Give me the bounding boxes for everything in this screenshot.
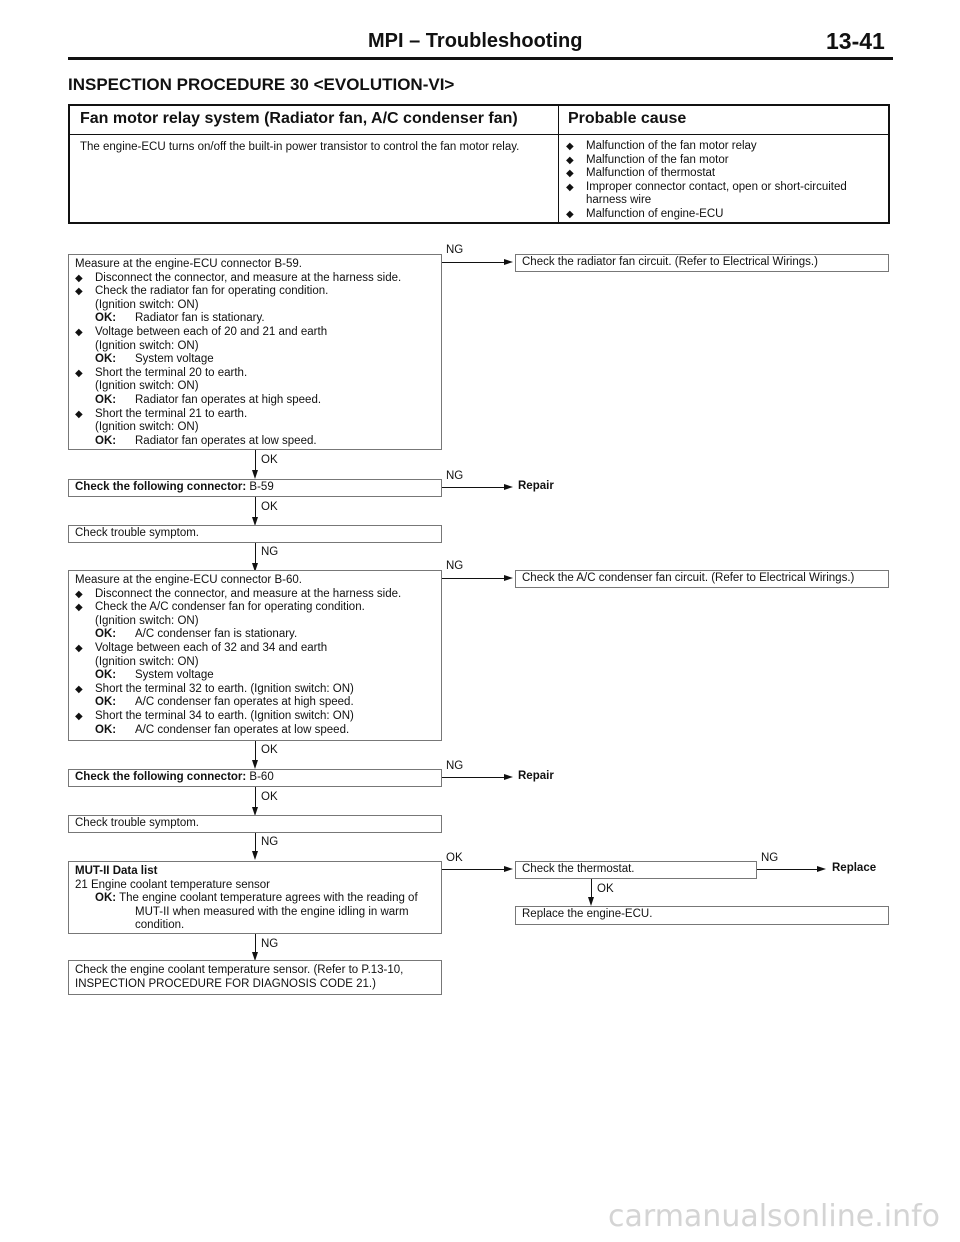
step1-ng-result: Check the radiator fan circuit. (Refer to Electrical Wirings.) <box>515 254 889 272</box>
ng-label: NG <box>446 560 464 572</box>
step7-line: 21 Engine coolant temperature sensor <box>75 878 270 891</box>
arrow-right-icon <box>504 575 513 581</box>
step2-ng-result: Repair <box>518 480 554 492</box>
arrow-right-icon <box>817 866 826 872</box>
arrow-down-icon <box>252 851 258 860</box>
step7-ok-line <box>75 892 435 933</box>
step1-condition: (Ignition switch: ON) <box>95 339 199 352</box>
thermostat-box: Check the thermostat. <box>515 861 757 879</box>
cause-item: ◆ Malfunction of the fan motor relay <box>566 140 884 154</box>
ng-label: NG <box>261 546 279 558</box>
cause-item: ◆ Malfunction of thermostat <box>566 167 884 181</box>
ok-text: Radiator fan is stationary. <box>135 312 265 325</box>
ok-text: Radiator fan operates at low speed. <box>135 434 317 447</box>
step3-box: Check trouble symptom. <box>68 525 442 543</box>
step1-condition: (Ignition switch: ON) <box>95 298 199 311</box>
step5-ng-result: Repair <box>518 770 554 782</box>
page-header-title: MPI – Troubleshooting <box>368 30 583 52</box>
ng-label: NG <box>446 244 464 256</box>
step4-bullet: ◆ Check the A/C condenser fan for operating condition. <box>75 601 435 615</box>
ok-label: OK <box>261 454 278 466</box>
ng-connector <box>442 777 506 778</box>
ok-label: OK: <box>95 696 117 709</box>
ng-connector <box>442 262 506 263</box>
table-divider <box>558 106 559 222</box>
ok-label: OK: <box>95 669 117 682</box>
system-description: The engine-ECU turns on/off the built-in power transistor to control the fan motor relay. <box>80 141 520 153</box>
step5-text: B-60 <box>246 771 274 783</box>
ng-connector <box>757 869 819 870</box>
procedure-title: INSPECTION PROCEDURE 30 <EVOLUTION-VI> <box>68 75 455 94</box>
step1-ok-line <box>75 353 435 367</box>
ok-text: System voltage <box>135 669 214 682</box>
step1-bullet: ◆ Check the radiator fan for operating condition. <box>75 285 435 299</box>
arrow-right-icon <box>504 259 513 265</box>
ng-connector <box>442 487 506 488</box>
ok-connector <box>255 450 256 472</box>
ok-label: OK: <box>95 434 117 447</box>
arrow-down-icon <box>252 470 258 479</box>
table-header-cause: Probable cause <box>568 110 687 127</box>
step1-bullet: ◆ Short the terminal 20 to earth. <box>75 367 435 381</box>
step4-box <box>68 570 442 741</box>
step4-ok-line <box>75 696 435 710</box>
ng-label: NG <box>446 760 464 772</box>
ng-label: NG <box>761 852 779 864</box>
step8-box: Check the engine coolant temperature sensor. (Refer to P.13-10, INSPECTION PROCEDURE FOR DIAGNOSIS CODE 21.) <box>68 960 442 995</box>
step7-box <box>68 861 442 934</box>
ok-label: OK <box>261 501 278 513</box>
step6-box: Check trouble symptom. <box>68 815 442 833</box>
arrow-down-icon <box>252 760 258 769</box>
ok-label: OK <box>261 791 278 803</box>
step1-condition: (Ignition switch: ON) <box>95 421 199 434</box>
step1-ok-line <box>75 312 435 326</box>
step4-ok-line <box>75 669 435 683</box>
ok-connector <box>255 787 256 809</box>
step4-bullet: ◆ Short the terminal 34 to earth. (Ignition switch: ON) <box>75 710 435 724</box>
page-number: 13-41 <box>826 28 885 54</box>
arrow-down-icon <box>588 897 594 906</box>
ok-label: OK: <box>95 723 117 736</box>
header-rule <box>68 57 893 60</box>
step4-ok-line <box>75 628 435 642</box>
arrow-right-icon <box>504 484 513 490</box>
step4-title: Measure at the engine-ECU connector B-60. <box>75 574 302 586</box>
step1-bullet: ◆ Short the terminal 21 to earth. <box>75 408 435 422</box>
step1-bullet: ◆ Disconnect the connector, and measure at the harness side. <box>75 272 435 286</box>
ng-label: NG <box>261 836 279 848</box>
cause-item: ◆ Malfunction of the fan motor <box>566 154 884 168</box>
ng-connector <box>255 934 256 954</box>
step4-bullet: ◆ Voltage between each of 32 and 34 and earth <box>75 642 435 656</box>
step1-ok-line <box>75 435 435 449</box>
probable-cause-list <box>566 140 884 221</box>
ok-text: The engine coolant temperature agrees with the reading of MUT-II when measured with the engine idling in warm condition. <box>119 892 418 932</box>
ok-label: OK <box>446 852 463 864</box>
ok-connector <box>255 497 256 519</box>
step1-box <box>68 254 442 450</box>
ok-label: OK <box>597 883 614 895</box>
cause-item: ◆ Improper connector contact, open or short-circuited harness wire <box>566 181 884 208</box>
ng-connector <box>255 833 256 853</box>
ok-connector <box>591 879 592 899</box>
ok-label: OK: <box>95 393 117 406</box>
step1-ok-line <box>75 394 435 408</box>
cause-item: ◆ Malfunction of engine-ECU <box>566 208 884 222</box>
step4-ng-result: Check the A/C condenser fan circuit. (Refer to Electrical Wirings.) <box>515 570 889 588</box>
ng-connector <box>255 543 256 565</box>
watermark: carmanualsonline.info <box>608 1199 940 1234</box>
step1-condition: (Ignition switch: ON) <box>95 380 199 393</box>
step4-bullet: ◆ Disconnect the connector, and measure at the harness side. <box>75 588 435 602</box>
ok-label: OK: <box>95 353 117 366</box>
ng-connector <box>442 578 506 579</box>
step2-box <box>68 479 442 497</box>
step5-bold: Check the following connector: <box>75 771 247 783</box>
ok-connector <box>255 741 256 762</box>
arrow-right-icon <box>504 774 513 780</box>
ng-label: NG <box>261 938 279 950</box>
step1-title: Measure at the engine-ECU connector B-59. <box>75 258 302 270</box>
replace-ecu-box: Replace the engine-ECU. <box>515 906 889 925</box>
arrow-right-icon <box>504 866 513 872</box>
step5-box <box>68 769 442 787</box>
ok-label: OK: <box>95 628 117 641</box>
ok-label: OK <box>261 744 278 756</box>
ok-text: A/C condenser fan operates at low speed. <box>135 723 350 736</box>
table-header-system: Fan motor relay system (Radiator fan, A/C condenser fan) <box>80 110 518 127</box>
ok-text: Radiator fan operates at high speed. <box>135 393 322 406</box>
step4-condition: (Ignition switch: ON) <box>95 655 199 668</box>
ok-label: OK: <box>95 892 117 905</box>
step2-bold: Check the following connector: <box>75 481 247 493</box>
step7-title: MUT-II Data list <box>75 865 158 877</box>
ng-label: NG <box>446 470 464 482</box>
cause-table <box>68 104 890 224</box>
step1-bullet: ◆ Voltage between each of 20 and 21 and earth <box>75 326 435 340</box>
step4-condition: (Ignition switch: ON) <box>95 614 199 627</box>
ok-label: OK: <box>95 312 117 325</box>
step4-bullet: ◆ Short the terminal 32 to earth. (Ignition switch: ON) <box>75 683 435 697</box>
ok-text: A/C condenser fan is stationary. <box>135 628 298 641</box>
ok-text: System voltage <box>135 353 214 366</box>
thermostat-ng-result: Replace <box>832 862 877 874</box>
ok-text: A/C condenser fan operates at high speed. <box>135 696 354 709</box>
ok-connector <box>442 869 506 870</box>
step2-text: B-59 <box>246 481 274 493</box>
step4-ok-line <box>75 724 435 738</box>
